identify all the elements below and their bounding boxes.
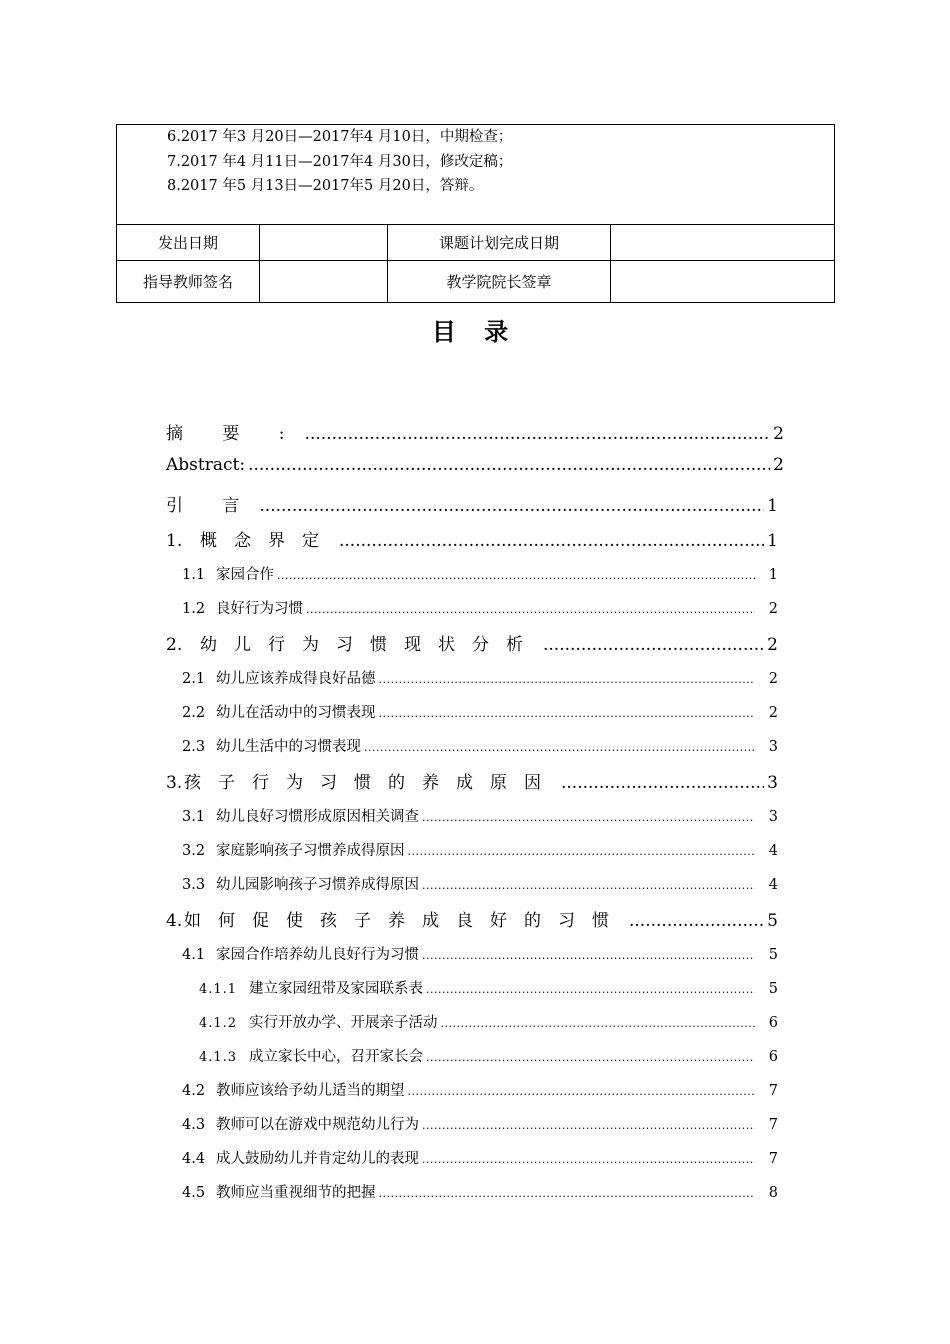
toc-entry-text: 摘 要 : [166, 424, 302, 444]
toc-entry-text: 如何促使孩子养成良好的习惯 [184, 911, 626, 931]
toc-entry-number: 1. [166, 531, 183, 551]
toc-entry-text: 家园合作培养幼儿良好行为习惯 [216, 947, 419, 963]
toc-page-number: 2 [768, 601, 778, 617]
toc-page-number: 2 [773, 424, 784, 444]
toc-entry-number: 4.1.3 [199, 1050, 238, 1065]
toc-entry-text: 家园合作 [216, 567, 274, 583]
toc-page-number: 4 [768, 843, 778, 859]
toc-page-number: 6 [768, 1015, 778, 1031]
toc-leader-dots [422, 949, 755, 962]
toc-entry-text: 良好行为习惯 [216, 601, 303, 617]
toc-entry-number: 3.3 [182, 877, 206, 893]
schedule-line: 6.2017 年3 月20日—2017年4 月10日，中期检查； [167, 129, 513, 145]
toc-leader-dots [426, 983, 755, 996]
toc-entry-number: 3.1 [182, 809, 206, 825]
toc-leader-dots [543, 635, 764, 655]
toc-entry-number: 4.1.2 [199, 1016, 238, 1031]
toc-entry-number: 3.2 [182, 843, 206, 859]
toc-entry-text: 教师应该给予幼儿适当的期望 [216, 1083, 405, 1099]
toc-entry-4-1-2[interactable] [199, 1011, 778, 1032]
toc-entry-text: 教师可以在游戏中规范幼儿行为 [216, 1117, 419, 1133]
toc-page-number: 4 [768, 877, 778, 893]
toc-entry-number: 4.1.1 [199, 982, 238, 997]
completion-date-value [611, 225, 835, 261]
toc-page-number: 2 [767, 635, 778, 655]
toc-page-number: 7 [768, 1117, 778, 1133]
toc-page-number: 3 [767, 773, 778, 793]
toc-entry-text: 幼儿园影响孩子习惯养成得原因 [216, 877, 419, 893]
advisor-signature-value [260, 261, 388, 303]
toc-leader-dots [379, 673, 756, 686]
toc-leader-dots [305, 424, 771, 444]
toc-entry-text: 幼儿应该养成得良好品德 [216, 671, 376, 687]
toc-entry-3-3[interactable] [182, 873, 778, 894]
toc-page-number: 3 [768, 739, 778, 755]
toc-entry-abstract-cn[interactable] [166, 419, 784, 444]
toc-entry-2-1[interactable] [182, 667, 778, 688]
toc-entry-chapter-3[interactable] [166, 768, 778, 793]
toc-entry-text: 幼儿生活中的习惯表现 [216, 739, 361, 755]
task-plan-table [116, 124, 835, 303]
toc-entry-number: 2. [166, 635, 183, 655]
toc-entry-text: 引 言 [166, 496, 257, 516]
schedule-cell [117, 125, 835, 225]
toc-entry-text: 实行开放办学、开展亲子活动 [249, 1015, 438, 1031]
toc-leader-dots [629, 911, 764, 931]
toc-entry-number: 1.1 [182, 567, 206, 583]
toc-entry-4-1[interactable] [182, 943, 778, 964]
toc-entry-text: 幼儿良好习惯形成原因相关调查 [216, 809, 419, 825]
toc-entry-1-1[interactable] [182, 563, 778, 584]
toc-leader-dots [426, 1051, 755, 1064]
toc-entry-3-1[interactable] [182, 805, 778, 826]
toc-entry-4-4[interactable] [182, 1147, 778, 1168]
toc-leader-dots [422, 879, 755, 892]
toc-leader-dots [379, 1187, 756, 1200]
issue-date-label: 发出日期 [117, 225, 260, 261]
toc-entry-number: 4. [166, 911, 183, 931]
toc-entry-4-3[interactable] [182, 1113, 778, 1134]
toc-leader-dots [248, 455, 770, 475]
toc-entry-4-5[interactable] [182, 1181, 778, 1202]
toc-entry-number: 4.2 [182, 1083, 206, 1099]
toc-entry-text: 成人鼓励幼儿并肯定幼儿的表现 [216, 1151, 419, 1167]
toc-entry-number: 2.1 [182, 671, 206, 687]
dean-seal-label: 教学院院长签章 [388, 261, 611, 303]
toc-entry-chapter-1[interactable] [166, 526, 778, 551]
toc-page-number: 2 [768, 671, 778, 687]
toc-entry-number: 4.5 [182, 1185, 206, 1201]
toc-entry-4-1-3[interactable] [199, 1045, 778, 1066]
toc-entry-text: Abstract: [166, 455, 246, 475]
toc-page-number: 8 [768, 1185, 778, 1201]
toc-entry-2-3[interactable] [182, 735, 778, 756]
toc-leader-dots [441, 1017, 756, 1030]
dean-seal-value [611, 261, 835, 303]
toc-leader-dots [339, 531, 764, 551]
schedule-line: 8.2017 年5 月13日—2017年5 月20日，答辩。 [167, 178, 484, 194]
toc-page-number: 1 [767, 531, 778, 551]
toc-leader-dots [408, 845, 756, 858]
toc-entry-chapter-4[interactable] [166, 906, 778, 931]
toc-entry-abstract-en[interactable] [166, 455, 784, 475]
toc-entry-number: 2.3 [182, 739, 206, 755]
toc-entry-intro[interactable] [166, 491, 778, 516]
toc-page-number: 2 [768, 705, 778, 721]
toc-entry-text: 建立家园纽带及家园联系表 [249, 981, 423, 997]
toc-leader-dots [364, 741, 755, 754]
toc-entry-text: 幼儿在活动中的习惯表现 [216, 705, 376, 721]
toc-page-number: 7 [768, 1083, 778, 1099]
toc-entry-number: 3. [166, 773, 183, 793]
toc-leader-dots [306, 603, 755, 616]
toc-leader-dots [408, 1085, 756, 1098]
toc-entry-2-2[interactable] [182, 701, 778, 722]
toc-entry-chapter-2[interactable] [166, 630, 778, 655]
schedule-line: 7.2017 年4 月11日—2017年4 月30日，修改定稿； [167, 153, 513, 170]
toc-entry-text: 概念界定 [200, 531, 336, 551]
toc-entry-number: 1.2 [182, 601, 206, 617]
toc-entry-3-2[interactable] [182, 839, 778, 860]
completion-date-label: 课题计划完成日期 [388, 225, 611, 261]
toc-entry-number: 4.4 [182, 1151, 206, 1167]
toc-leader-dots [422, 811, 755, 824]
toc-entry-text: 家庭影响孩子习惯养成得原因 [216, 843, 405, 859]
toc-entry-text: 孩子行为习惯的养成原因 [184, 773, 558, 793]
toc-page-number: 5 [768, 981, 778, 997]
toc-entry-number: 4.1 [182, 947, 206, 963]
toc-page-number: 2 [773, 455, 784, 475]
toc-leader-dots [277, 569, 755, 582]
toc-page-number: 1 [767, 496, 778, 516]
advisor-signature-label: 指导教师签名 [117, 261, 260, 303]
toc-title: 目 录 [431, 317, 519, 346]
toc-entry-4-2[interactable] [182, 1079, 778, 1100]
toc-leader-dots [422, 1119, 755, 1132]
toc-entry-1-2[interactable] [182, 597, 778, 618]
toc-page-number: 7 [768, 1151, 778, 1167]
toc-entry-4-1-1[interactable] [199, 977, 778, 998]
toc-entry-text: 幼儿行为习惯现状分析 [200, 635, 540, 655]
toc-leader-dots [422, 1153, 755, 1166]
toc-page-number: 5 [768, 947, 778, 963]
toc-page-number: 5 [767, 911, 778, 931]
issue-date-value [260, 225, 388, 261]
toc-page-number: 1 [768, 567, 778, 583]
toc-entry-text: 成立家长中心，召开家长会 [249, 1049, 423, 1065]
toc-entry-number: 2.2 [182, 705, 206, 721]
toc-entry-text: 教师应当重视细节的把握 [216, 1185, 376, 1201]
toc-leader-dots [379, 707, 756, 720]
toc-leader-dots [561, 773, 764, 793]
toc-leader-dots [259, 496, 764, 516]
toc-entry-number: 4.3 [182, 1117, 206, 1133]
toc-page-number: 6 [768, 1049, 778, 1065]
toc-page-number: 3 [768, 809, 778, 825]
